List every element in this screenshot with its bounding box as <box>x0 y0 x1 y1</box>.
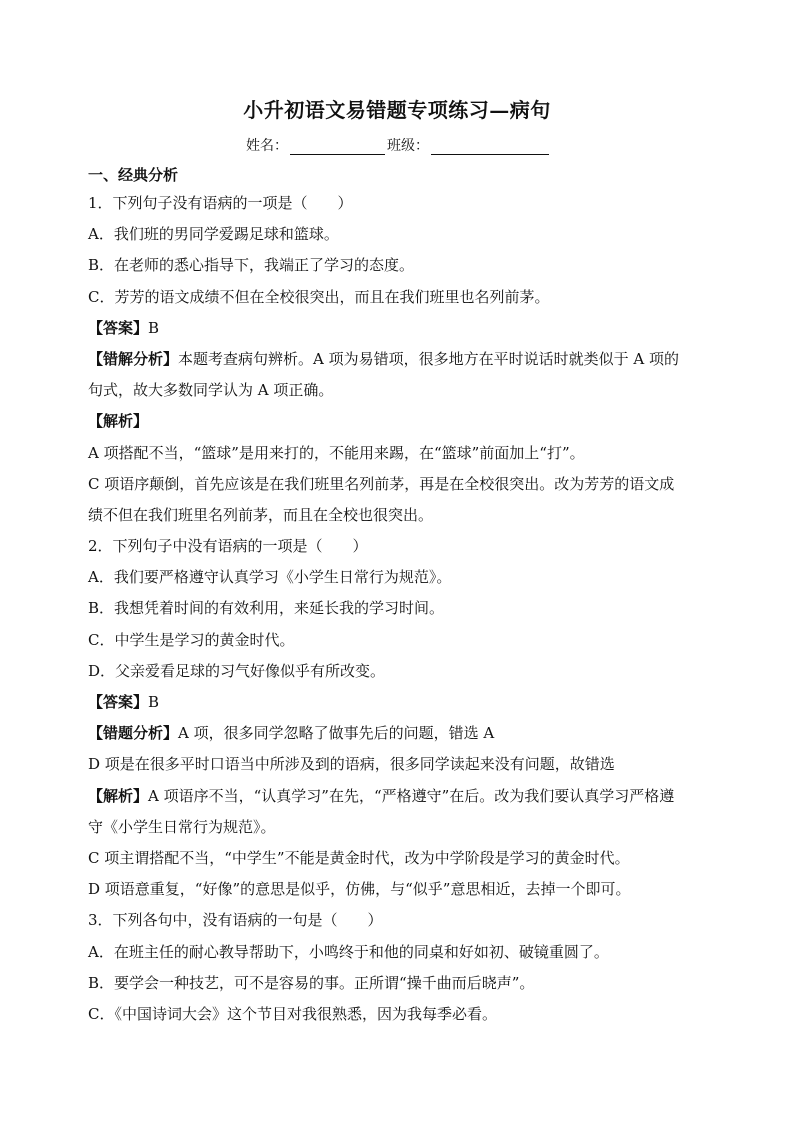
question-1-option-a: A．我们班的男同学爱踢足球和篮球。 <box>88 225 339 244</box>
question-3-option-c: C．《中国诗词大会》这个节目对我很熟悉，因为我每季必看。 <box>88 1004 497 1023</box>
error-analysis-text: 本题考查病句辨析。A 项为易错项，很多地方在平时说话时就类似于 A 项的 <box>178 349 679 368</box>
question-3-option-b: B．要学会一种技艺，可不是容易的事。正所谓“操千曲而后晓声”。 <box>88 973 535 992</box>
question-2-error-analysis-cont: D 项是在很多平时口语当中所涉及到的语病，很多同学读起来没有问题，故错选 <box>88 755 615 774</box>
question-1-analysis-line: C 项语序颠倒，首先应该是在我们班里名列前茅，再是在全校很突出。改为芳芳的语文成 <box>88 474 675 493</box>
question-2-analysis-line: C 项主谓搭配不当，“中学生”不能是黄金时代，改为中学阶段是学习的黄金时代。 <box>88 848 630 867</box>
question-2-option-c: C．中学生是学习的黄金时代。 <box>88 630 295 649</box>
question-1-stem: 1．下列句子没有语病的一项是（ ） <box>88 194 353 212</box>
error-analysis-text: A 项，很多同学忽略了做事先后的问题，错选 A <box>178 724 495 743</box>
name-label: 姓名： <box>246 138 288 154</box>
section-heading: 一、经典分析 <box>88 166 179 184</box>
question-2-analysis-line: D 项语意重复，“好像”的意思是似乎，仿佛，与“似乎”意思相近，去掉一个即可。 <box>88 880 631 899</box>
question-1-error-analysis <box>88 344 728 375</box>
question-1-analysis-line: A 项搭配不当，“篮球”是用来打的，不能用来踢，在“篮球”前面加上“打”。 <box>88 443 585 462</box>
error-analysis-tag: 【错解分析】 <box>88 349 179 368</box>
document-body <box>88 164 728 1030</box>
question-3-stem: 3．下列各句中，没有语病的一句是（ ） <box>88 911 383 930</box>
name-blank[interactable] <box>290 140 385 155</box>
question-1-answer <box>88 313 728 344</box>
analysis-tag: 【解析】 <box>88 412 149 431</box>
question-3-option-a: A．在班主任的耐心教导帮助下，小鸣终于和他的同桌和好如初、破镜重圆了。 <box>88 942 609 961</box>
question-2-error-analysis <box>88 718 728 749</box>
analysis-text: A 项语序不当，“认真学习”在先，“严格遵守”在后。改为我们要认真学习严格遵 <box>148 786 675 805</box>
class-blank[interactable] <box>431 140 549 155</box>
question-1-analysis-line: 绩不但在我们班里名列前茅，而且在全校也很突出。 <box>88 505 434 524</box>
question-1-option-c: C．芳芳的语文成绩不但在全校很突出，而且在我们班里也名列前茅。 <box>88 287 550 306</box>
answer-tag: 【答案】 <box>88 693 149 711</box>
question-2-stem: 2．下列句子中没有语病的一项是（ ） <box>88 537 368 556</box>
question-2-answer <box>88 687 728 718</box>
error-analysis-tag: 【错题分析】 <box>88 724 179 743</box>
question-1-analysis-tag <box>88 406 728 437</box>
question-2-option-a: A．我们要严格遵守认真学习《小学生日常行为规范》。 <box>88 568 452 587</box>
question-2-analysis <box>88 781 728 812</box>
answer-tag: 【答案】 <box>88 318 149 337</box>
question-1-error-analysis-cont: 句式，故大多数同学认为 A 项正确。 <box>88 381 334 400</box>
answer-value: B <box>148 693 160 711</box>
class-label: 班级： <box>387 138 429 154</box>
question-1-option-b: B．在老师的悉心指导下，我端正了学习的态度。 <box>88 256 415 275</box>
page-title: 小升初语文易错题专项练习—病句 <box>243 98 551 122</box>
question-2-option-b: B．我想凭着时间的有效利用，来延长我的学习时间。 <box>88 599 445 618</box>
question-2-analysis-line: 守《小学生日常行为规范》。 <box>88 817 276 836</box>
analysis-tag: 【解析】 <box>88 786 149 805</box>
student-info-row <box>246 135 551 155</box>
answer-value: B <box>148 318 160 337</box>
question-2-option-d: D．父亲爱看足球的习气好像似乎有所改变。 <box>88 661 386 680</box>
